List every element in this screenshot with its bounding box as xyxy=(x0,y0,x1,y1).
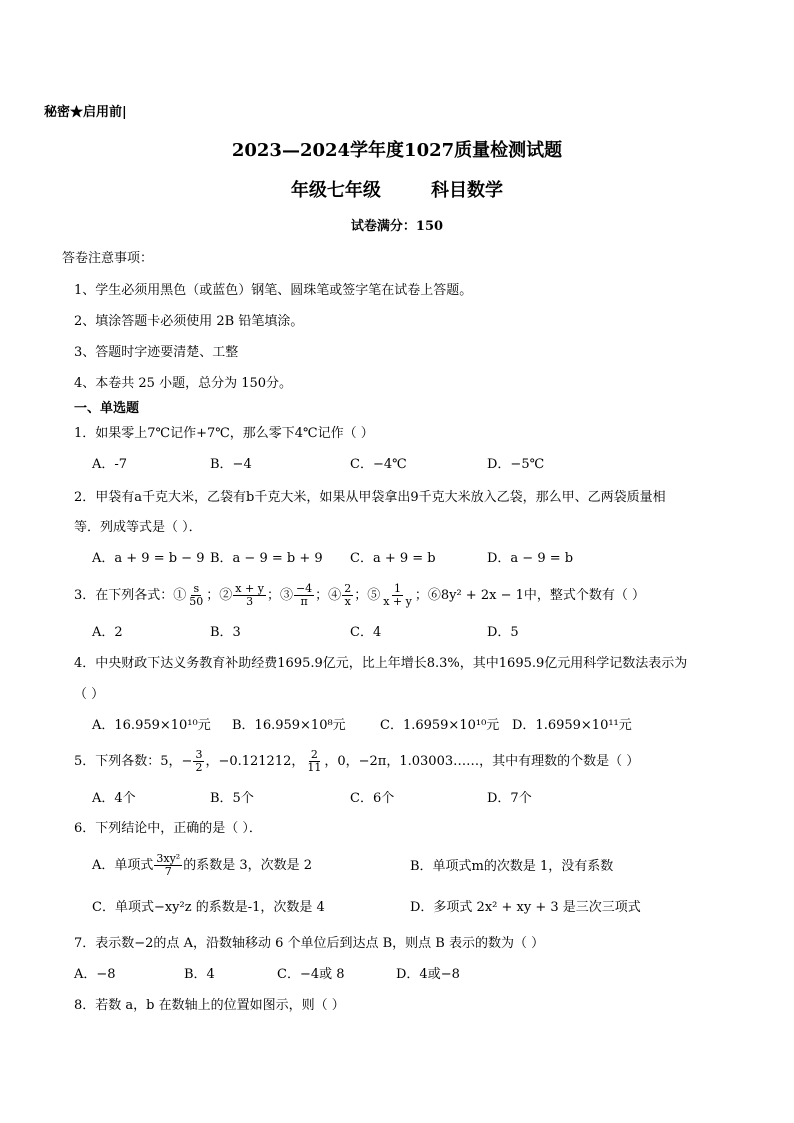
q5-option-c: C．6个 xyxy=(350,791,395,806)
q4-option-c: C．1.6959×10¹⁰元 xyxy=(380,718,500,733)
q2-option-d: D．a − 9 = b xyxy=(487,551,574,566)
fraction: $\frac{2}{x}$ xyxy=(344,582,352,608)
question-4-stem-line1: 4．中央财政下达义务教育补助经费1695.9亿元，比上年增长8.3%，其中1695.9亿元用科学记数法表示为 xyxy=(74,656,688,671)
q4-option-a: A．16.959×10¹⁰元 xyxy=(92,718,211,733)
note-item: 1、学生必须用黑色（或蓝色）钢笔、圆珠笔或签字笔在试卷上答题。 xyxy=(74,283,473,298)
q3-option-c: C．4 xyxy=(350,625,382,640)
note-item: 4、本卷共 25 小题，总分为 150分。 xyxy=(74,376,293,391)
q2-option-b: B．a − 9 = b + 9 xyxy=(210,551,323,566)
q1-option-a: A．-7 xyxy=(92,457,128,472)
fraction: $\frac{1}{x + y}$ xyxy=(383,582,412,608)
fraction: $\frac{3}{2}$ xyxy=(195,748,203,774)
q7-option-d: D．4或−8 xyxy=(396,967,460,982)
q5-option-a: A．4个 xyxy=(92,791,136,806)
question-5-stem: 5．下列各数：5，− $\frac{3}{2}$ ，−0.121212， $\frac{2}{11}$ ，0，−2π，1.03003……，其中有理数的个数是（ ） xyxy=(74,748,640,774)
grade-subject: 年级七年级 科目数学 xyxy=(290,180,504,201)
question-4-stem-line2: （ ） xyxy=(74,687,105,702)
q4-option-d: D．1.6959×10¹¹元 xyxy=(512,718,632,733)
q6-option-d: D．多项式 2x² + xy + 3 是三次三项式 xyxy=(410,900,641,915)
q2-option-c: C．a + 9 = b xyxy=(350,551,436,566)
q7-option-a: A．−8 xyxy=(74,967,116,982)
fraction: $\frac{\text{3xy²}}{7}$ xyxy=(156,852,181,878)
confidential-mark: 秘密★启用前| xyxy=(44,105,127,120)
question-1-stem: 1．如果零上7℃记作+7℃，那么零下4℃记作（ ） xyxy=(74,426,374,441)
full-score: 试卷满分：150 xyxy=(350,219,444,234)
question-2-stem-line1: 2．甲袋有a千克大米，乙袋有b千克大米，如果从甲袋拿出9千克大米放入乙袋，那么甲、乙两袋质量相 xyxy=(74,490,666,505)
question-8-stem: 8．若数 a，b 在数轴上的位置如图示，则（ ） xyxy=(74,998,345,1013)
q1-option-c: C．−4℃ xyxy=(350,457,407,472)
fraction: $\frac{x + y}{3}$ xyxy=(235,582,264,608)
q7-option-b: B．4 xyxy=(184,967,215,982)
question-7-stem: 7．表示数−2的点 A，沿数轴移动 6 个单位后到达点 B，则点 B 表示的数为（ ） xyxy=(74,936,545,951)
section-title: 一、单选题 xyxy=(74,401,140,416)
q3-option-a: A．2 xyxy=(92,625,123,640)
q3-option-d: D．5 xyxy=(487,625,519,640)
q5-option-b: B．5个 xyxy=(210,791,254,806)
q5-option-d: D．7个 xyxy=(487,791,532,806)
q3-suffix: ；⑥8y² + 2x − 1中，整式个数有（ ） xyxy=(414,588,645,603)
note-item: 2、填涂答题卡必须使用 2B 铅笔填涂。 xyxy=(74,314,304,329)
question-3-stem: 3．在下列各式：① $\frac{s}{50}$ ；② $\frac{x + y}{3}$ ；③ $\frac{-4}{\pi}$ ；④ $\frac{2}{x}$ ；⑤ $\frac{1}{x + y}$ ；⑥8y² + 2x − 1中，整式个数有（ ） xyxy=(74,582,645,608)
q6-option-c: C．单项式−xy²z 的系数是-1，次数是 4 xyxy=(92,900,325,915)
question-2-stem-line2: 等．列成等式是（ ）． xyxy=(74,520,202,535)
q6-option-a: A．单项式 $\frac{\text{3xy²}}{7}$ 的系数是 3，次数是 2 xyxy=(92,852,313,878)
q7-option-c: C．−4或 8 xyxy=(277,967,345,982)
question-6-stem: 6．下列结论中，正确的是（ ）． xyxy=(74,821,262,836)
fraction: $\frac{-4}{\pi}$ xyxy=(295,582,313,608)
q2-option-a: A．a + 9 = b − 9 xyxy=(92,551,205,566)
q1-option-b: B．−4 xyxy=(210,457,252,472)
exam-title: 2023—2024学年度1027质量检测试题 xyxy=(231,140,563,161)
note-item: 3、答题时字迹要清楚、工整 xyxy=(74,345,239,360)
fraction: $\frac{2}{11}$ xyxy=(307,748,322,774)
q3-prefix: 3．在下列各式：① xyxy=(74,588,187,603)
q1-option-d: D．−5℃ xyxy=(487,457,545,472)
q3-option-b: B．3 xyxy=(210,625,241,640)
fraction: $\frac{s}{50}$ xyxy=(189,582,204,608)
q4-option-b: B．16.959×10⁸元 xyxy=(232,718,346,733)
notes-heading: 答卷注意事项： xyxy=(62,251,154,266)
q6-option-b: B．单项式m的次数是 1，没有系数 xyxy=(410,859,614,874)
